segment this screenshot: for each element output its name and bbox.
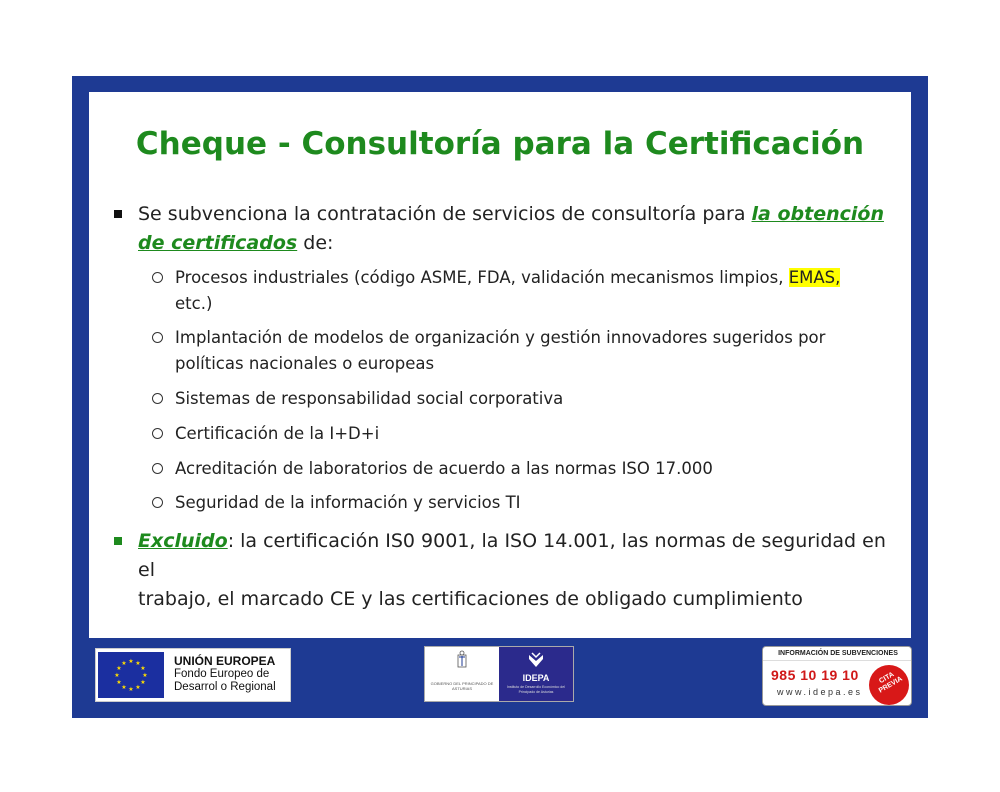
svg-text:★: ★ — [135, 684, 141, 691]
asturias-crest-icon — [425, 647, 499, 681]
highlighted-text: EMAS, — [788, 268, 841, 287]
svg-text:★: ★ — [135, 660, 141, 667]
certificates-link-part2[interactable]: de certificados — [138, 232, 298, 254]
svg-text:★: ★ — [128, 686, 134, 693]
slide-title: Cheque - Consultoría para la Certificación — [135, 126, 865, 162]
list-item: Implantación de modelos de organización y gestión innovadores sugeridos por políticas nacionales o europeas — [175, 325, 895, 377]
square-bullet-icon — [114, 210, 122, 218]
info-heading: INFORMACIÓN DE SUBVENCIONES — [763, 647, 912, 661]
circle-bullet-icon — [152, 332, 163, 343]
circle-bullet-icon — [152, 272, 163, 283]
list-item: Seguridad de la información y servicios TI — [175, 490, 895, 516]
eu-stars-icon — [98, 652, 164, 698]
circle-bullet-icon — [152, 497, 163, 508]
square-bullet-icon — [114, 537, 122, 545]
eu-title: UNIÓN EUROPEA — [174, 654, 276, 668]
eu-flag-icon — [98, 652, 164, 698]
circle-bullet-icon — [152, 393, 163, 404]
idepa-brand: IDEPA Instituto de Desarrollo Económico del Principado de Asturias — [499, 647, 573, 701]
list-item: Procesos industriales (código ASME, FDA, validación mecanismos limpios, EMAS, etc.) — [175, 265, 895, 317]
eu-logo — [95, 648, 291, 702]
svg-text:★: ★ — [116, 665, 122, 672]
cita-previa-badge: CITA PREVIA — [869, 665, 909, 705]
svg-text:★: ★ — [114, 672, 120, 679]
excluded-link[interactable]: Excluido — [138, 530, 228, 552]
gobierno-asturias-logo: GOBIERNO DEL PRINCIPADO DE ASTURIAS — [425, 647, 499, 701]
svg-text:★: ★ — [116, 679, 122, 686]
list-item: Acreditación de laboratorios de acuerdo a las normas ISO 17.000 — [175, 456, 895, 482]
svg-text:★: ★ — [121, 684, 127, 691]
eu-subtitle-line2: Desarrol o Regional — [174, 681, 276, 693]
list-item: Certificación de la I+D+i — [175, 421, 895, 447]
list-item: Sistemas de responsabilidad social corporativa — [175, 386, 895, 412]
eu-subtitle-line1: Fondo Europeo de — [174, 668, 270, 680]
svg-text:★: ★ — [140, 679, 146, 686]
svg-text:★: ★ — [128, 658, 134, 665]
info-phone: 985 10 19 10 — [771, 667, 859, 683]
info-website[interactable]: www.idepa.es — [777, 687, 863, 697]
certificates-link-part1[interactable]: la obtención — [751, 203, 884, 225]
idepa-mark-icon — [499, 647, 573, 673]
subsidy-info-banner[interactable] — [762, 646, 912, 706]
bullet-excluded: Excluido: la certificación IS0 9001, la ISO 14.001, las normas de seguridad en el trabajo, el marcado CE y las certificaciones de obligado cumplimiento — [138, 527, 898, 614]
svg-text:★: ★ — [121, 660, 127, 667]
svg-text:★: ★ — [142, 672, 148, 679]
circle-bullet-icon — [152, 428, 163, 439]
bullet-main: Se subvenciona la contratación de servicios de consultoría para la obtención de certificados de: — [138, 200, 898, 258]
svg-text:★: ★ — [140, 665, 146, 672]
idepa-logo — [424, 646, 574, 702]
circle-bullet-icon — [152, 463, 163, 474]
